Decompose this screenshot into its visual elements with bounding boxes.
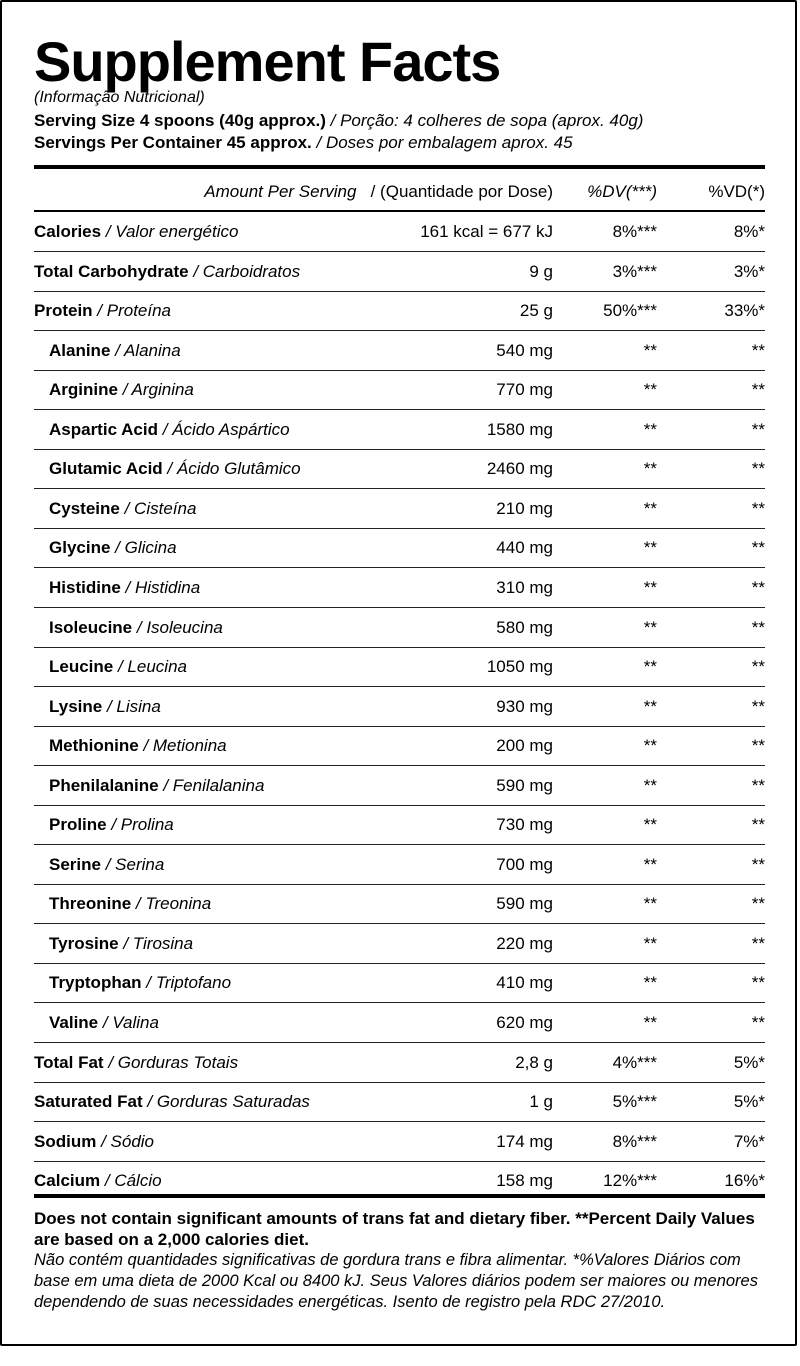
nutrient-label: Sodium xyxy=(34,1131,97,1151)
nutrient-label: Saturated Fat xyxy=(34,1092,143,1112)
nutrient-amount: 174 mg xyxy=(496,1131,553,1151)
nutrient-dv: ** xyxy=(643,498,657,518)
table-row xyxy=(34,963,765,1003)
nutrient-vd: ** xyxy=(751,340,765,360)
nutrient-translation: / Cálcio xyxy=(104,1171,162,1191)
nutrient-name xyxy=(49,687,161,726)
nutrient-label: Calories xyxy=(34,222,102,241)
nutrient-amount: 1050 mg xyxy=(486,657,553,677)
nutrient-dv: ** xyxy=(643,973,657,993)
table-row xyxy=(34,489,765,529)
nutrient-vd: ** xyxy=(751,498,765,518)
nutrient-amount: 2,8 g xyxy=(515,1052,553,1072)
nutrient-name xyxy=(49,726,227,765)
nutrient-vd: ** xyxy=(751,775,765,795)
nutrient-name xyxy=(49,410,290,449)
nutrient-amount: 2460 mg xyxy=(486,459,553,479)
nutrient-vd: 5%* xyxy=(733,1052,765,1072)
amount-per-serving-translation: / (Quantidade por Dose) xyxy=(370,182,553,201)
table-row xyxy=(34,766,765,806)
nutrient-vd: ** xyxy=(751,1013,765,1032)
nutrient-amount: 930 mg xyxy=(496,696,553,716)
nutrient-amount: 580 mg xyxy=(496,617,553,637)
nutrient-dv: 12%*** xyxy=(603,1171,657,1191)
nutrient-label: Lysine xyxy=(49,696,103,716)
amount-per-serving-header xyxy=(204,178,553,206)
nutrient-vd: ** xyxy=(751,459,765,479)
nutrient-name xyxy=(49,924,193,963)
nutrient-dv: 4%*** xyxy=(612,1052,657,1072)
nutrient-dv: ** xyxy=(643,657,657,677)
table-row xyxy=(34,528,765,568)
nutrient-translation: / Isoleucina xyxy=(136,617,223,637)
nutrient-vd: ** xyxy=(751,815,765,835)
nutrient-vd: 7%* xyxy=(733,1131,765,1151)
nutrient-name xyxy=(49,647,187,686)
serving-size-label: Serving Size 4 spoons (40g approx.) xyxy=(34,111,326,130)
nutrient-amount: 220 mg xyxy=(496,933,553,953)
nutrient-amount: 1580 mg xyxy=(486,419,553,439)
nutrient-name xyxy=(49,608,223,647)
table-row xyxy=(34,647,765,687)
nutrient-translation: / Prolina xyxy=(111,815,174,835)
table-row xyxy=(34,1082,765,1122)
nutrient-name xyxy=(34,1082,310,1121)
table-row xyxy=(34,1003,765,1043)
table-row xyxy=(34,805,765,845)
nutrient-amount: 620 mg xyxy=(496,1013,553,1032)
nutrient-amount: 770 mg xyxy=(496,380,553,400)
footnote-portuguese: Não contém quantidades significativas de gordura trans e fibra alimentar. *%Valores Diários com base em uma dieta de 2000 Kcal ou 8400 kJ. Seus Valores diários podem ser maiores ou menores dependendo de suas necessidades energéticas. Isento de registro pela RDC 27/2010. xyxy=(34,1251,758,1311)
nutrient-name xyxy=(34,1122,154,1161)
nutrient-dv: ** xyxy=(643,380,657,400)
bottom-divider xyxy=(34,1194,765,1198)
nutrient-label: Tyrosine xyxy=(49,933,119,953)
table-row xyxy=(34,608,765,648)
table-row xyxy=(34,212,765,252)
nutrient-name xyxy=(49,331,181,370)
top-divider xyxy=(34,165,765,169)
nutrient-label: Phenilalanine xyxy=(49,775,159,795)
nutrient-translation: / Sódio xyxy=(101,1131,155,1151)
table-row xyxy=(34,884,765,924)
nutrient-dv: ** xyxy=(643,1013,657,1032)
nutrient-vd: ** xyxy=(751,577,765,597)
serving-size xyxy=(34,110,643,132)
nutrient-translation: / Triptofano xyxy=(146,973,232,993)
nutrient-label: Arginine xyxy=(49,380,118,400)
nutrient-name xyxy=(49,568,200,607)
nutrient-name xyxy=(49,805,174,844)
table-row xyxy=(34,449,765,489)
nutrient-label: Tryptophan xyxy=(49,973,142,993)
nutrient-amount: 410 mg xyxy=(496,973,553,993)
footnote xyxy=(34,1208,765,1313)
nutrient-amount: 158 mg xyxy=(496,1171,553,1191)
nutrient-label: Calcium xyxy=(34,1171,101,1191)
nutrient-label: Proline xyxy=(49,815,107,835)
nutrient-translation: / Ácido Aspártico xyxy=(162,419,290,439)
table-row xyxy=(34,1043,765,1083)
nutrient-dv: 8%*** xyxy=(612,222,657,241)
footnote-english: Does not contain significant amounts of trans fat and dietary fiber. **Percent Daily Values are based on a 2,000 calories diet. xyxy=(34,1209,755,1249)
table-row xyxy=(34,1122,765,1162)
nutrient-label: Histidine xyxy=(49,577,121,597)
nutrient-vd: ** xyxy=(751,419,765,439)
nutrient-translation: / Gorduras Saturadas xyxy=(147,1092,310,1112)
table-row xyxy=(34,924,765,964)
nutrient-dv: ** xyxy=(643,696,657,716)
nutrient-dv: ** xyxy=(643,933,657,953)
vd-header: %VD(*) xyxy=(708,182,765,201)
nutrient-dv: 3%*** xyxy=(612,261,657,281)
panel-title: Supplement Facts xyxy=(34,30,501,93)
nutrient-label: Aspartic Acid xyxy=(49,419,158,439)
panel-subtitle: (Informação Nutricional) xyxy=(34,89,205,106)
nutrient-name xyxy=(34,291,171,330)
nutrient-translation: / Serina xyxy=(105,854,165,874)
nutrient-label: Threonine xyxy=(49,894,132,914)
nutrient-vd: 3%* xyxy=(733,261,765,281)
nutrient-translation: / Ácido Glutâmico xyxy=(167,459,301,479)
nutrient-label: Total Fat xyxy=(34,1052,104,1072)
dv-header: %DV(***) xyxy=(587,182,657,201)
table-header xyxy=(34,178,765,206)
table-row xyxy=(34,845,765,885)
table-row xyxy=(34,370,765,410)
nutrient-amount: 700 mg xyxy=(496,854,553,874)
nutrient-amount: 25 g xyxy=(519,301,553,321)
nutrient-name xyxy=(49,845,164,884)
nutrient-label: Total Carbohydrate xyxy=(34,261,189,281)
nutrient-label: Valine xyxy=(49,1013,99,1032)
nutrient-dv: ** xyxy=(643,577,657,597)
nutrient-translation: / Valina xyxy=(102,1013,159,1032)
nutrient-translation: / Treonina xyxy=(135,894,212,914)
nutrient-translation: / Cisteína xyxy=(124,498,197,518)
nutrient-label: Glycine xyxy=(49,538,111,558)
nutrient-amount: 200 mg xyxy=(496,736,553,756)
nutrient-name xyxy=(49,1003,159,1042)
nutrient-name xyxy=(49,963,231,1002)
table-row xyxy=(34,252,765,292)
nutrient-translation: / Arginina xyxy=(122,380,194,400)
nutrient-label: Serine xyxy=(49,854,101,874)
nutrient-name xyxy=(49,528,177,567)
nutrient-amount: 540 mg xyxy=(496,340,553,360)
nutrient-vd: ** xyxy=(751,736,765,756)
table-row xyxy=(34,726,765,766)
nutrient-translation: / Tirosina xyxy=(123,933,194,953)
nutrient-translation: / Carboidratos xyxy=(193,261,301,281)
nutrient-translation: / Valor energético xyxy=(105,222,239,241)
nutrient-dv: ** xyxy=(643,617,657,637)
nutrient-translation: / Fenilalanina xyxy=(163,775,265,795)
table-row xyxy=(34,331,765,371)
nutrient-name xyxy=(34,1043,238,1082)
nutrient-label: Leucine xyxy=(49,657,114,677)
nutrient-amount: 161 kcal = 677 kJ xyxy=(420,222,553,241)
servings-per-container-translation: / Doses por embalagem aprox. 45 xyxy=(316,133,573,152)
nutrient-dv: ** xyxy=(643,894,657,914)
nutrient-dv: 50%*** xyxy=(603,301,657,321)
nutrient-translation: / Histidina xyxy=(125,577,201,597)
nutrient-label: Alanine xyxy=(49,340,111,360)
nutrient-amount: 590 mg xyxy=(496,894,553,914)
nutrient-label: Protein xyxy=(34,301,93,321)
nutrient-amount: 1 g xyxy=(529,1092,553,1112)
nutrient-label: Glutamic Acid xyxy=(49,459,163,479)
nutrient-vd: ** xyxy=(751,696,765,716)
nutrient-amount: 9 g xyxy=(529,261,553,281)
nutrient-dv: ** xyxy=(643,538,657,558)
nutrient-translation: / Gorduras Totais xyxy=(108,1052,239,1072)
nutrient-dv: ** xyxy=(643,815,657,835)
nutrient-vd: 33%* xyxy=(724,301,765,321)
nutrient-dv: ** xyxy=(643,775,657,795)
serving-size-translation: / Porção: 4 colheres de sopa (aprox. 40g) xyxy=(330,111,644,130)
nutrient-amount: 730 mg xyxy=(496,815,553,835)
nutrient-dv: 8%*** xyxy=(612,1131,657,1151)
nutrient-vd: ** xyxy=(751,657,765,677)
table-row xyxy=(34,291,765,331)
amount-per-serving-label: Amount Per Serving xyxy=(204,182,357,201)
nutrient-dv: ** xyxy=(643,459,657,479)
nutrient-dv: ** xyxy=(643,854,657,874)
nutrient-vd: ** xyxy=(751,854,765,874)
nutrient-translation: / Proteína xyxy=(97,301,172,321)
nutrient-name xyxy=(34,212,238,251)
nutrient-name xyxy=(49,489,196,528)
nutrient-dv: 5%*** xyxy=(612,1092,657,1112)
nutrient-vd: ** xyxy=(751,538,765,558)
nutrient-vd: 5%* xyxy=(733,1092,765,1112)
nutrient-name xyxy=(49,884,211,923)
nutrient-name xyxy=(34,252,300,291)
nutrient-vd: 16%* xyxy=(724,1171,765,1191)
table-row xyxy=(34,687,765,727)
nutrient-dv: ** xyxy=(643,340,657,360)
nutrient-amount: 310 mg xyxy=(496,577,553,597)
nutrient-translation: / Leucina xyxy=(117,657,187,677)
nutrient-translation: / Lisina xyxy=(106,696,161,716)
nutrient-translation: / Glicina xyxy=(115,538,177,558)
nutrient-vd: ** xyxy=(751,973,765,993)
nutrient-label: Isoleucine xyxy=(49,617,133,637)
nutrient-vd: ** xyxy=(751,894,765,914)
nutrient-vd: 8%* xyxy=(733,222,765,241)
nutrient-name xyxy=(49,449,301,488)
nutrient-dv: ** xyxy=(643,736,657,756)
nutrient-label: Cysteine xyxy=(49,498,120,518)
nutrient-vd: ** xyxy=(751,617,765,637)
nutrient-vd: ** xyxy=(751,380,765,400)
nutrient-amount: 590 mg xyxy=(496,775,553,795)
servings-per-container xyxy=(34,132,573,154)
table-row xyxy=(34,568,765,608)
nutrient-name xyxy=(49,370,194,409)
nutrient-amount: 440 mg xyxy=(496,538,553,558)
nutrient-name xyxy=(49,766,264,805)
servings-per-container-label: Servings Per Container 45 approx. xyxy=(34,133,312,152)
nutrient-vd: ** xyxy=(751,933,765,953)
nutrient-translation: / Metionina xyxy=(143,736,227,756)
nutrient-translation: / Alanina xyxy=(115,340,181,360)
nutrient-dv: ** xyxy=(643,419,657,439)
table-row xyxy=(34,410,765,450)
nutrient-amount: 210 mg xyxy=(496,498,553,518)
nutrient-label: Methionine xyxy=(49,736,139,756)
